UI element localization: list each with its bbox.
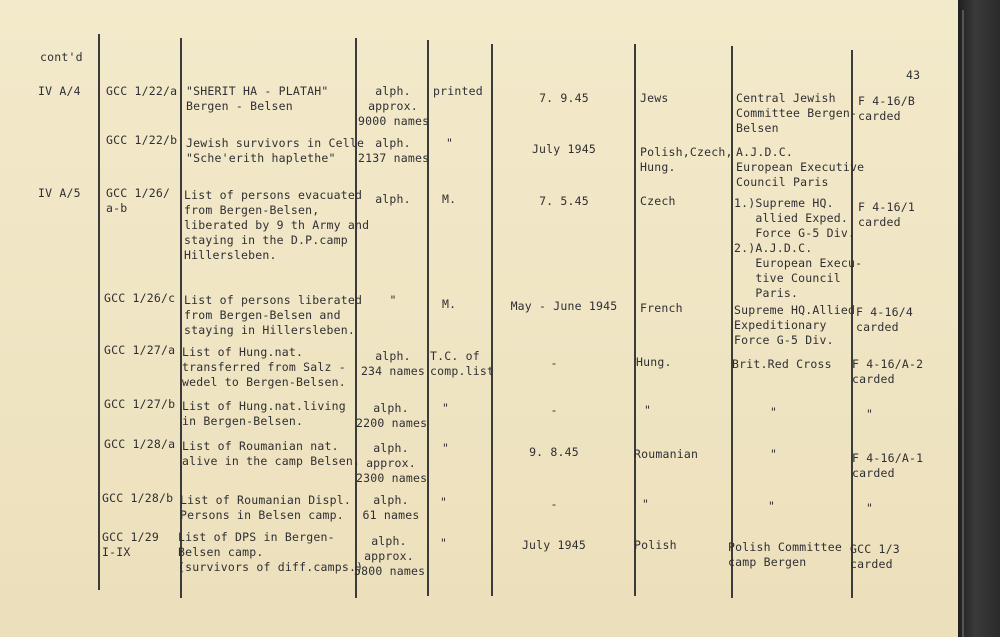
record-title: List of Hung.nat. transferred from Salz - wedel to Bergen-Belsen.	[182, 345, 346, 389]
record-title: Jewish survivors in Celle "Sche'erith haplethe"	[186, 136, 365, 165]
record-type: "	[440, 536, 448, 550]
record-date: 7. 9.45	[539, 91, 589, 105]
record-date: 7. 5.45	[539, 194, 589, 208]
column-rule	[491, 44, 493, 596]
record-source: Polish Committee camp Bergen	[728, 540, 842, 569]
record-ref: F 4-16/1 carded	[858, 200, 915, 229]
group-id: IV A/4	[38, 84, 81, 98]
record-ref: F 4-16/B carded	[858, 94, 915, 123]
record-ref: F 4-16/A-2 carded	[852, 357, 924, 386]
record-date: 9. 8.45	[529, 445, 579, 459]
record-code: GCC 1/28/a	[104, 437, 176, 451]
record-source: 1.)Supreme HQ. allied Exped. Force G-5 Div. 2.)A.J.D.C. European Execu- tive Council Paris.	[734, 196, 863, 300]
record-order: alph. approx. 5800 names	[354, 534, 426, 578]
record-type: printed	[433, 84, 483, 98]
record-ref: F 4-16/4 carded	[856, 305, 913, 334]
group-id: IV A/5	[38, 186, 81, 200]
record-ref: "	[866, 407, 874, 421]
page-edge-line	[962, 10, 964, 637]
record-type: "	[442, 441, 450, 455]
record-type: "	[440, 495, 448, 509]
record-language: Czech	[640, 194, 676, 208]
contd-label: cont'd	[40, 50, 83, 64]
page-number: 43	[906, 68, 921, 82]
record-type: "	[446, 136, 454, 150]
record-title: List of DPS in Bergen- Belsen camp. (survivors of diff.camps.)	[178, 530, 364, 574]
record-order: alph. approx. 2300 names	[356, 441, 428, 485]
column-rule	[731, 46, 733, 598]
record-ref: F 4-16/A-1 carded	[852, 451, 924, 480]
record-source: "	[768, 499, 776, 513]
record-code: GCC 1/27/b	[104, 397, 176, 411]
record-order: alph. 61 names	[362, 493, 420, 522]
record-language: French	[640, 301, 683, 315]
record-language: Polish,Czech, Hung.	[640, 145, 733, 174]
record-code: GCC 1/22/a	[106, 84, 178, 98]
record-code: GCC 1/27/a	[104, 343, 176, 357]
record-title: "SHERIT HA - PLATAH" Bergen - Belsen	[186, 84, 329, 113]
record-date: July 1945	[521, 538, 587, 552]
record-date: -	[550, 497, 558, 511]
record-code: GCC 1/22/b	[106, 133, 178, 147]
record-source: Supreme HQ.Allied Expeditionary Force G-5 Div.	[734, 303, 856, 347]
record-ref: "	[866, 501, 874, 515]
record-order: alph. 234 names	[360, 349, 426, 378]
record-language: Jews	[640, 91, 669, 105]
record-source: Brit.Red Cross	[732, 357, 832, 371]
record-title: List of Hung.nat.living in Bergen-Belsen.	[182, 399, 346, 428]
record-date: -	[550, 356, 558, 370]
record-type: "	[442, 401, 450, 415]
record-ref: GCC 1/3 carded	[850, 542, 900, 571]
record-type: M.	[442, 297, 457, 311]
record-title: List of persons evacuated from Bergen-Belsen, liberated by 9 th Army and staying in the D.P.camp Hillersleben.	[184, 188, 370, 262]
record-language: "	[644, 403, 652, 417]
column-rule	[634, 44, 636, 596]
record-language: Hung.	[636, 355, 672, 369]
record-language: "	[642, 497, 650, 511]
record-code: GCC 1/26/ a-b	[106, 186, 171, 215]
record-title: List of Roumanian nat. alive in the camp Belsen.	[182, 439, 361, 468]
column-rule	[98, 34, 100, 590]
record-type: T.C. of comp.list	[430, 349, 495, 378]
record-order: alph. approx. 9000 names	[358, 84, 430, 128]
record-code: GCC 1/28/b	[102, 491, 174, 505]
record-code: GCC 1/29 I-IX	[102, 530, 159, 559]
record-language: Polish	[634, 538, 677, 552]
record-order: "	[389, 293, 397, 307]
record-source: Central Jewish Committee Bergen- Belsen	[736, 91, 858, 135]
record-language: Roumanian	[634, 447, 699, 461]
record-source: "	[770, 447, 778, 461]
record-order: alph. 2137 names	[358, 136, 430, 165]
record-date: -	[550, 403, 558, 417]
record-code: GCC 1/26/c	[104, 291, 176, 305]
record-order: alph. 2200 names	[356, 401, 428, 430]
record-title: List of Roumanian Displ. Persons in Belsen camp.	[180, 493, 351, 522]
record-date: July 1945	[531, 142, 597, 156]
record-date: May - June 1945	[510, 299, 618, 313]
record-source: A.J.D.C. European Executive Council Paris	[736, 145, 865, 189]
record-title: List of persons liberated from Bergen-Belsen and staying in Hillersleben.	[184, 293, 363, 337]
record-type: M.	[442, 192, 457, 206]
record-source: "	[770, 405, 778, 419]
record-order: alph.	[375, 192, 411, 206]
binder-edge	[958, 0, 1000, 637]
